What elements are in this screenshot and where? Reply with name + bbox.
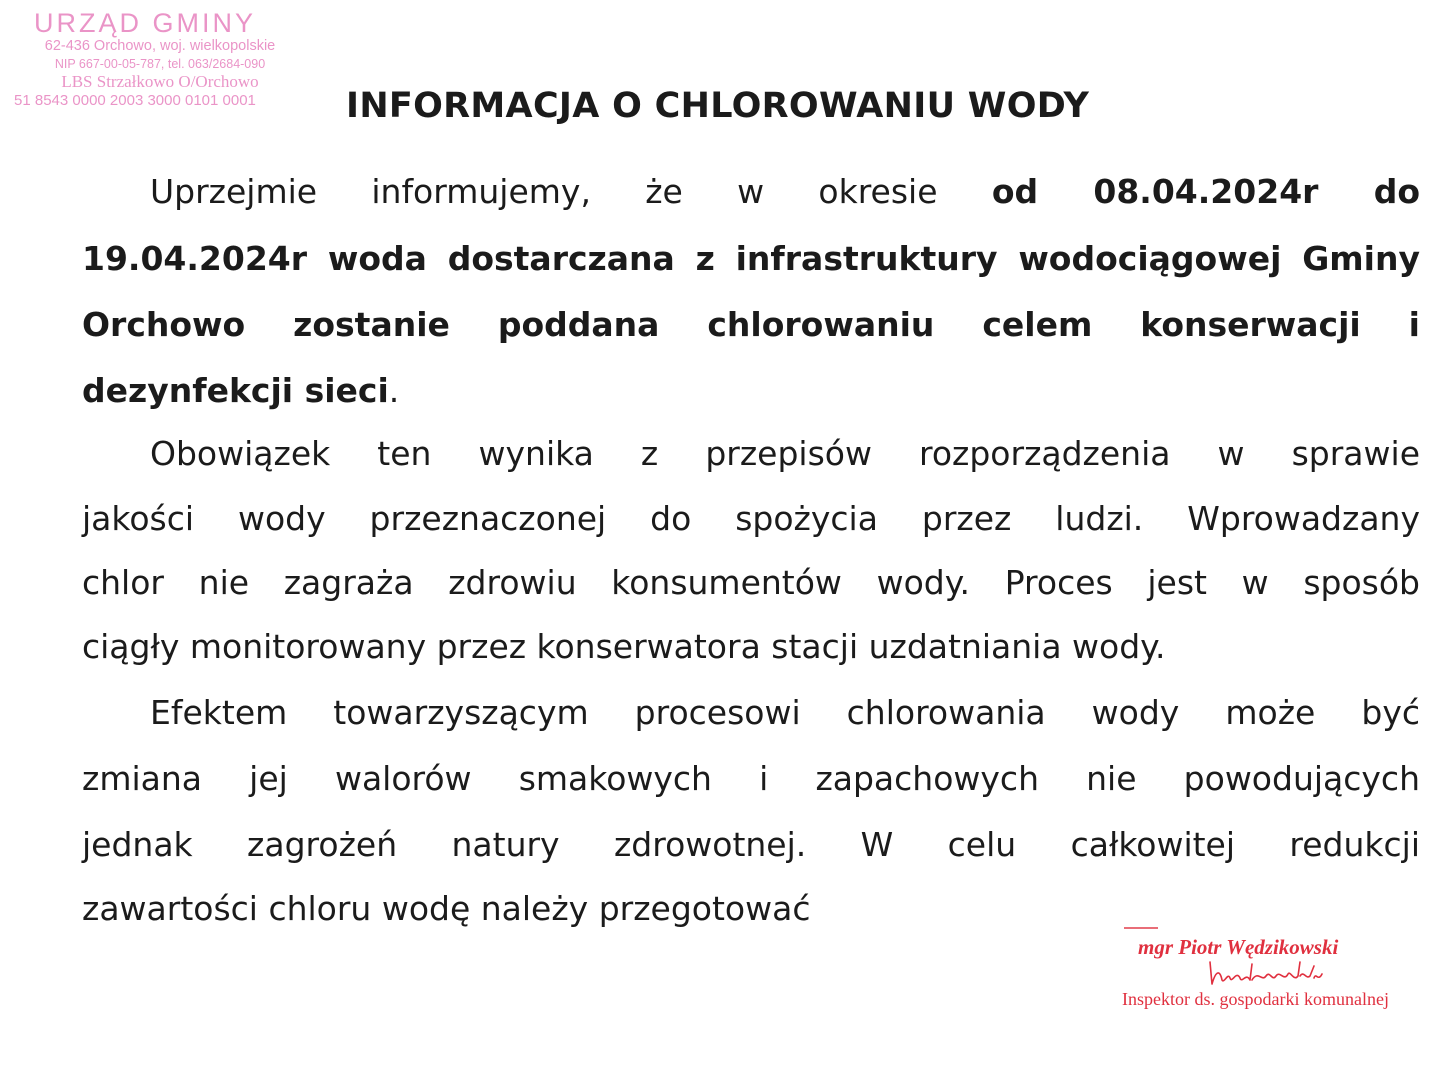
handwritten-signature bbox=[1206, 958, 1326, 993]
paragraph-3-line-1: Efektem towarzyszącym procesowi chlorowania wody może być bbox=[150, 693, 1420, 732]
paragraph-1-line-4 bbox=[82, 366, 1420, 416]
paragraph-1-disinfection: dezynfekcji sieci bbox=[82, 371, 389, 410]
paragraph-2-line-2: jakości wody przeznaczonej do spożycia przez ludzi. Wprowadzany bbox=[82, 499, 1420, 538]
paragraph-2-line-1: Obowiązek ten wynika z przepisów rozporządzenia w sprawie bbox=[150, 434, 1420, 473]
document-title: INFORMACJA O CHLOROWANIU WODY bbox=[346, 86, 1090, 126]
paragraph-3-line-3: jednak zagrożeń natury zdrowotnej. W celu całkowitej redukcji bbox=[82, 825, 1420, 864]
paragraph-1-date-range: od 08.04.2024r do bbox=[991, 172, 1420, 211]
signatory-name: mgr Piotr Wędzikowski bbox=[1138, 935, 1339, 959]
paragraph-2-line-3: chlor nie zagraża zdrowiu konsumentów wody. Proces jest w sposób bbox=[82, 563, 1420, 602]
paragraph-3-line-4: zawartości chloru wodę należy przegotować bbox=[82, 889, 811, 928]
signature-scribble-icon bbox=[1206, 958, 1326, 988]
paragraph-3-line-2: zmiana jej walorów smakowych i zapachowych nie powodujących bbox=[82, 759, 1420, 798]
paragraph-1-line-3: Orchowo zostanie poddana chlorowaniu celem konserwacji i bbox=[82, 305, 1420, 344]
signatory-position: Inspektor ds. gospodarki komunalnej bbox=[1122, 989, 1389, 1009]
stamp-nip-phone: NIP 667-00-05-787, tel. 063/2684-090 bbox=[54, 56, 266, 71]
stamp-office-name: URZĄD GMINY bbox=[34, 8, 256, 38]
stamp-bank: LBS Strzałkowo O/Orchowo bbox=[61, 72, 259, 91]
paragraph-1-intro: Uprzejmie informujemy, że w okresie bbox=[150, 172, 938, 211]
office-stamp bbox=[14, 10, 306, 108]
paragraph-1-line-1 bbox=[150, 167, 1420, 217]
signature-dash bbox=[1124, 927, 1158, 929]
stamp-address: 62-436 Orchowo, woj. wielkopolskie bbox=[44, 38, 276, 54]
paragraph-1-period: . bbox=[388, 371, 400, 410]
stamp-account-number: 51 8543 0000 2003 3000 0101 0001 bbox=[14, 92, 256, 109]
paragraph-2-line-4: ciągły monitorowany przez konserwatora stacji uzdatniania wody. bbox=[82, 627, 1166, 666]
paragraph-1-line-2: 19.04.2024r woda dostarczana z infrastruktury wodociągowej Gminy bbox=[82, 239, 1420, 278]
